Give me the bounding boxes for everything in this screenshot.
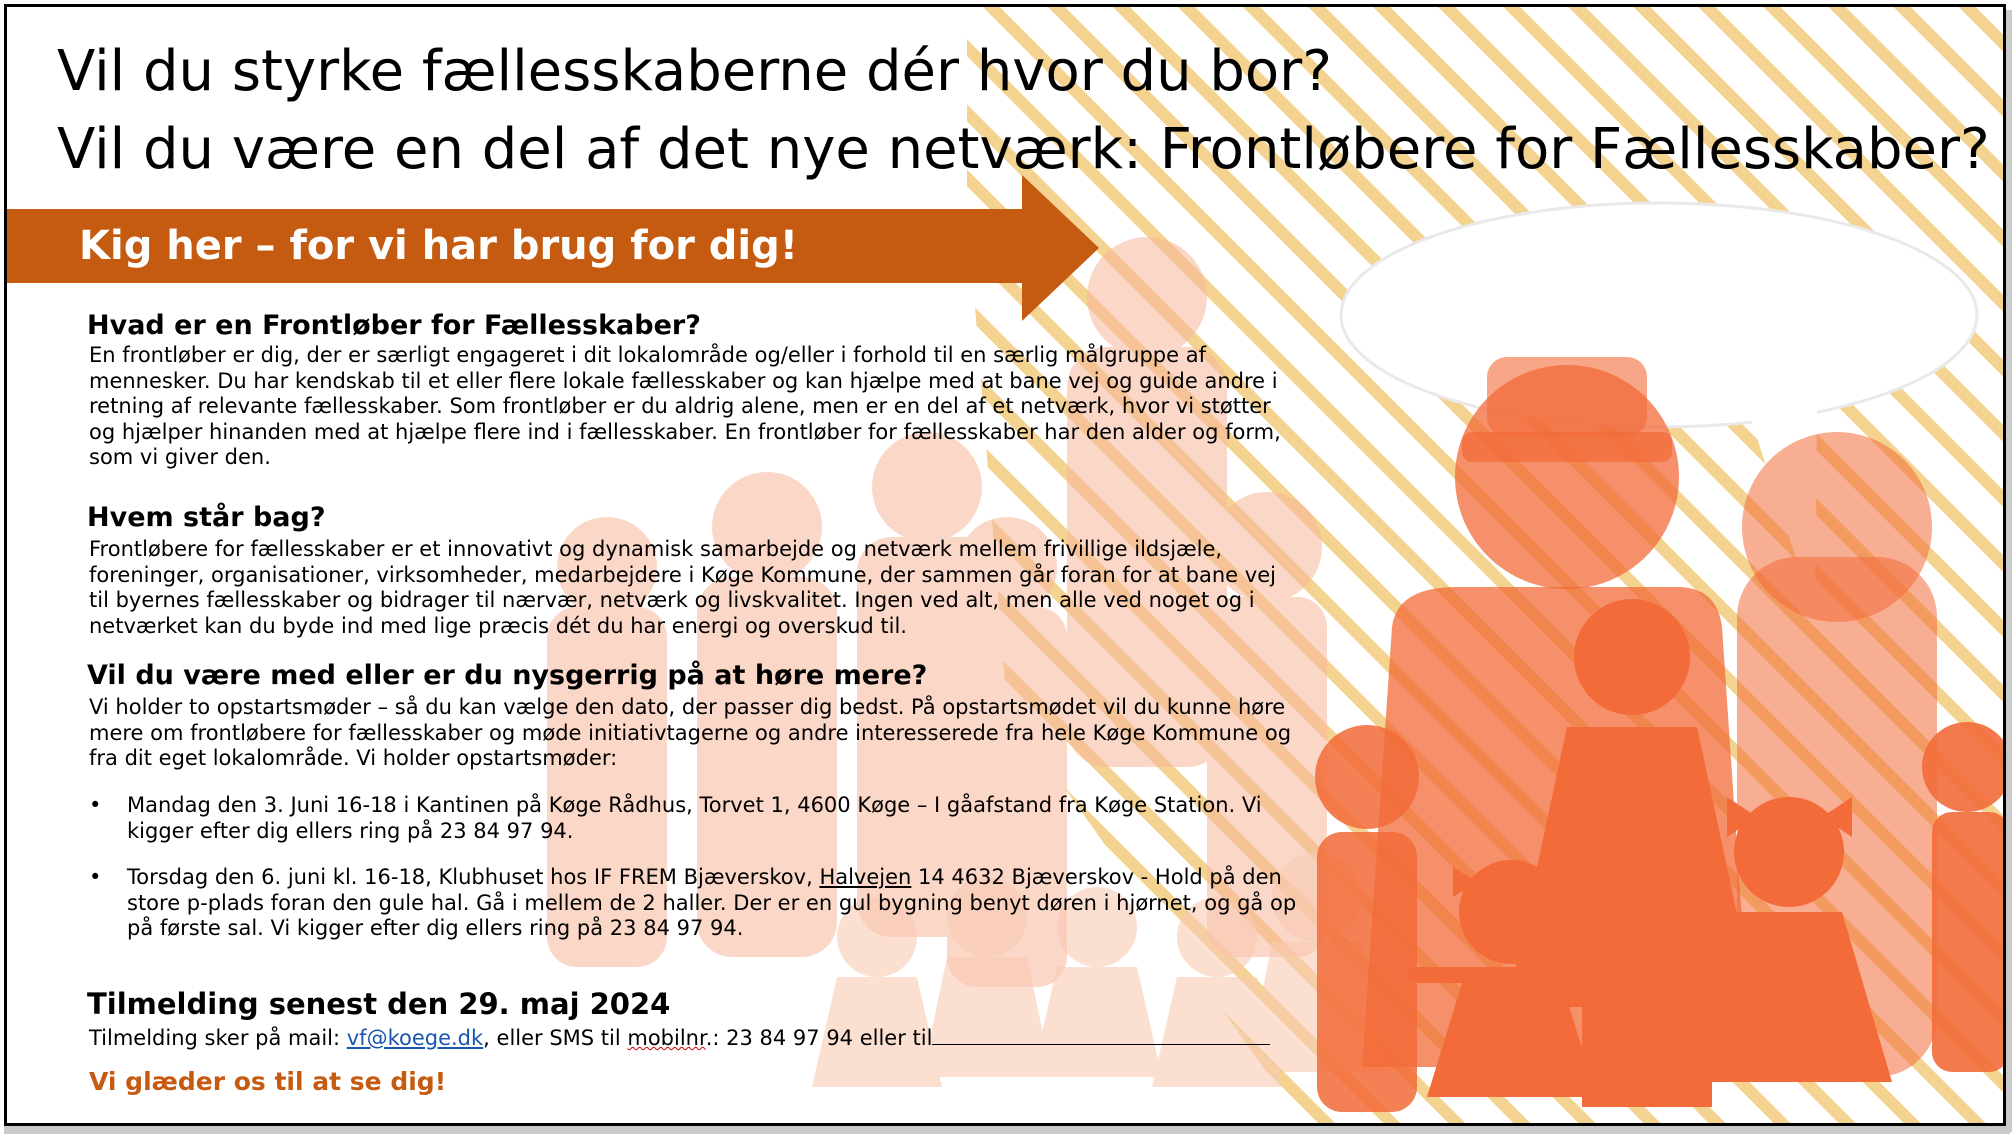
section-heading-who: Hvem står bag?: [87, 502, 326, 533]
body-line: Vi holder to opstartsmøder – så du kan vælge den dato, der passer dig bedst. På opstartsmødet vil du kunne høre: [89, 695, 1286, 719]
fill-in-blank: [932, 1024, 1270, 1045]
bullet-text: 14 4632 Bjæverskov - Hold på den: [911, 865, 1282, 889]
body-line: netværket kan du byde ind med lige præcis dét du har energi og overskud til.: [89, 613, 907, 638]
banner-text: Kig her – for vi har brug for dig!: [79, 223, 798, 269]
signup-heading: Tilmelding senest den 29. maj 2024: [87, 987, 671, 1021]
section-heading-what: Hvad er en Frontløber for Fællesskaber?: [87, 310, 701, 341]
body-line: mere om frontløbere for fællesskaber og møde initiativtagerne og andre interesserede fra hele Køge Kommune og: [89, 720, 1292, 745]
body-line: som vi giver den.: [89, 445, 271, 469]
bullet-dot: •: [89, 793, 102, 817]
body-line: retning af relevante fællesskaber. Som frontløber er du aldrig alene, men er en del af et netværk, hvor vi støtter: [89, 394, 1271, 418]
bullet-line: Mandag den 3. Juni 16-18 i Kantinen på Køge Rådhus, Torvet 1, 4600 Køge – I gåafstand fra Køge Station. Vi: [127, 793, 1262, 817]
title-line-2: Vil du være en del af det nye netværk: Frontløbere for Fællesskaber?: [57, 117, 1990, 182]
section-heading-join: Vil du være med eller er du nysgerrig på at høre mere?: [87, 660, 928, 691]
section-body-what: [89, 343, 1389, 471]
body-line: Frontløbere for fællesskaber er et innovativt og dynamisk samarbejde og netværk mellem frivillige ildsjæle,: [89, 537, 1223, 561]
title-line-1: Vil du styrke fællesskaberne dér hvor du bor?: [57, 39, 1332, 104]
body-line: til byernes fællesskaber og bidrager til nærvær, netværk og livskvalitet. Ingen ved alt, men alle ved noget og i: [89, 588, 1255, 612]
slide: [4, 4, 2006, 1126]
bullet-line: store p-plads foran den gule hal. Gå i mellem de 2 haller. Der er en gul bygning benyt døren i hjørnet, og gå op: [127, 890, 1297, 915]
email-link[interactable]: vf@koege.dk: [346, 1026, 484, 1050]
body-line: mennesker. Du har kendskab til et eller flere lokale fællesskaber og kan hjælpe med at bane vej og guide andre i: [89, 368, 1278, 393]
bullet-line: kigger efter dig ellers ring på 23 84 97 94.: [127, 818, 574, 843]
body-line: og hjælper hinanden med at hjælpe flere ind i fællesskaber. En frontløber for fællesskaber har den alder og form,: [89, 419, 1281, 444]
slide-shadow-right: [2006, 10, 2012, 1132]
slide-shadow-bottom: [4, 1126, 2010, 1134]
bullet-text: Torsdag den 6. juni kl. 16-18, Klubhuset hos IF FREM Bjæverskov,: [127, 865, 820, 889]
bullet-dot: •: [89, 865, 102, 889]
closing-text: Vi glæder os til at se dig!: [89, 1067, 447, 1096]
section-body-join: [89, 695, 1389, 772]
section-body-who: [89, 537, 1389, 639]
bullet-line: [127, 865, 1296, 891]
body-line: fra dit eget lokalområde. Vi holder opstartsmøder:: [89, 746, 618, 770]
address-street: Halvejen: [819, 865, 912, 889]
signup-text-post: .: 23 84 97 94 eller til: [705, 1026, 933, 1050]
bullet-line: på første sal. Vi kigger efter dig ellers ring på 23 84 97 94.: [127, 916, 744, 940]
signup-text-mid: , eller SMS til: [483, 1026, 628, 1050]
signup-text-pre: Tilmelding sker på mail:: [89, 1026, 347, 1050]
mobil-word: mobilnr: [627, 1026, 706, 1050]
signup-text: [89, 1024, 1270, 1051]
body-line: En frontløber er dig, der er særligt engageret i dit lokalområde og/eller i forhold til en særlig målgruppe af: [89, 343, 1206, 367]
body-line: foreninger, organisationer, virksomheder, medarbejdere i Køge Kommune, der sammen går foran for at bane vej: [89, 562, 1276, 587]
